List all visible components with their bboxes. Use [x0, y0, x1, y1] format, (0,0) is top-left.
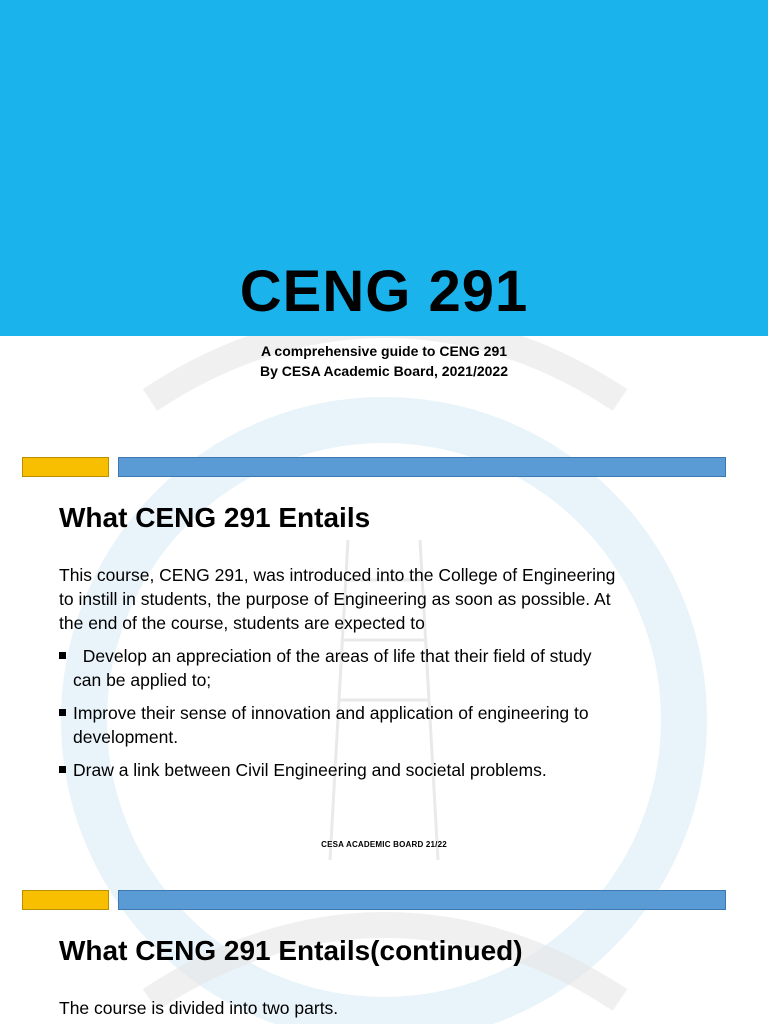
- title-slide: [0, 0, 768, 440]
- slide-heading: What CENG 291 Entails: [59, 502, 371, 533]
- intro-line-1: This course, CENG 291, was introduced into the College of Engineering: [59, 565, 616, 585]
- intro-line-2: to instill in students, the purpose of Engineering as soon as possible. At: [59, 589, 611, 609]
- bullet-square-icon: [59, 652, 66, 659]
- bullet-item: [59, 701, 719, 749]
- intro-line-3: the end of the course, students are expected to: [59, 613, 425, 633]
- accent-bar-blue: [118, 890, 726, 910]
- accent-bar-blue: [118, 457, 726, 477]
- slide-footer: CESA ACADEMIC BOARD 21/22: [321, 840, 447, 849]
- bullet-line-2: development.: [73, 727, 179, 747]
- bullet-square-icon: [59, 766, 66, 773]
- subtitle-line-1: A comprehensive guide to CENG 291: [260, 343, 508, 359]
- intro-line-1: The course is divided into two parts.: [59, 998, 339, 1018]
- subtitle-line-2: By CESA Academic Board, 2021/2022: [260, 363, 508, 379]
- bullet-line-2: can be applied to;: [73, 670, 212, 690]
- accent-bar-yellow: [22, 890, 109, 910]
- slide-title: CENG 291: [239, 259, 529, 324]
- bullet-square-icon: [59, 709, 66, 716]
- bullet-item: [59, 758, 719, 782]
- bullet-line-1: Develop an appreciation of the areas of life that their field of study: [73, 646, 592, 666]
- bullet-line-1: Improve their sense of innovation and application of engineering to: [73, 703, 589, 723]
- bullet-line-1: Draw a link between Civil Engineering and societal problems.: [73, 760, 547, 780]
- accent-bar-yellow: [22, 457, 109, 477]
- bullet-item: [59, 644, 719, 692]
- slide-heading: What CENG 291 Entails(continued): [59, 935, 523, 966]
